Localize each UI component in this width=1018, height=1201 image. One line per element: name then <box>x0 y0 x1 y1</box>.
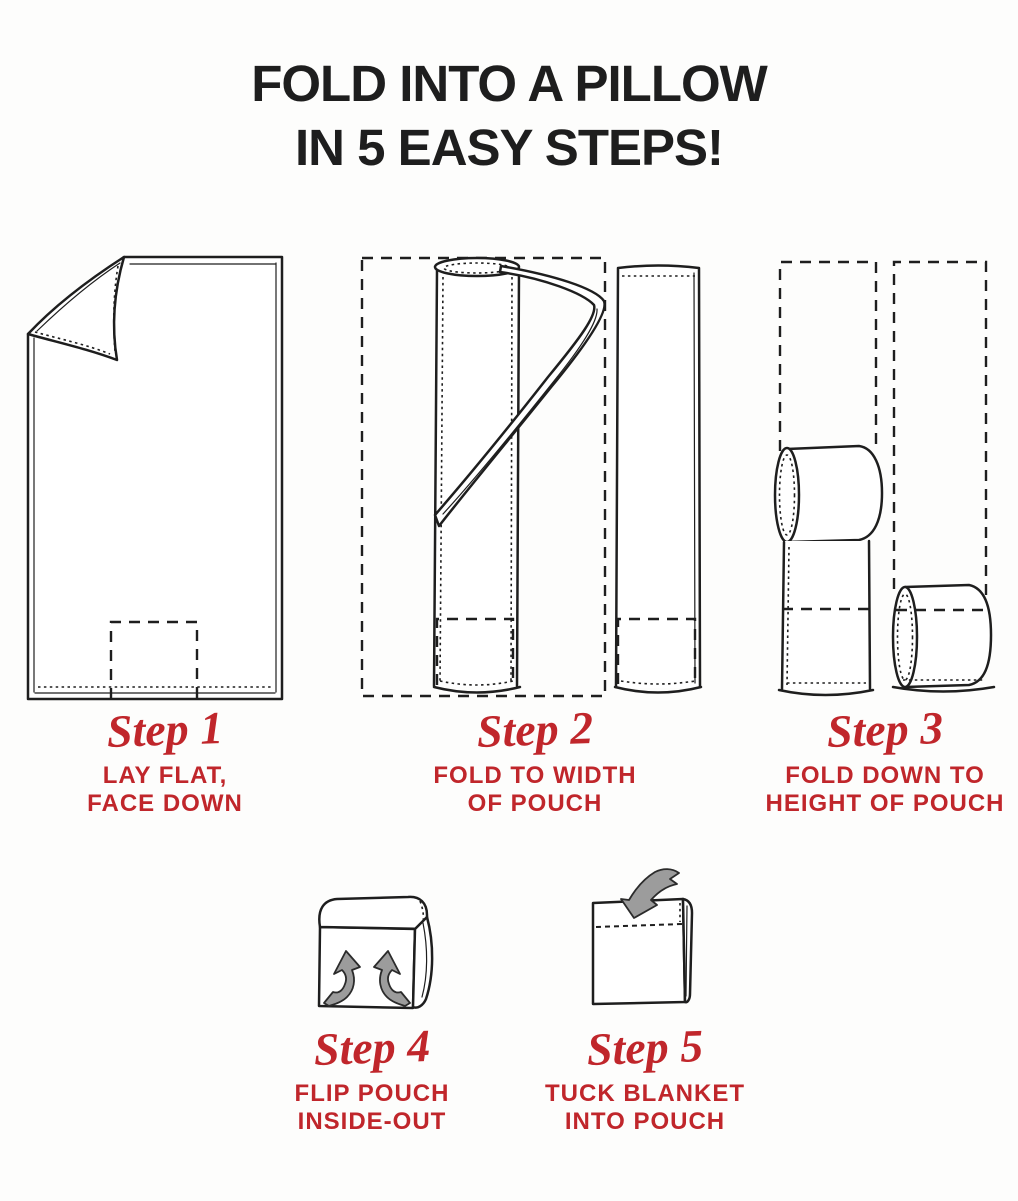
tuck-blanket-arrow-icon <box>560 866 715 1016</box>
step5-caption-line1: TUCK BLANKET <box>545 1080 745 1107</box>
step1-caption-line2: FACE DOWN <box>87 790 243 817</box>
title-line-2: IN 5 EASY STEPS! <box>294 119 724 176</box>
step2-caption-line2: OF POUCH <box>467 790 603 817</box>
step3-caption-line2: HEIGHT OF POUCH <box>765 790 1005 817</box>
step5-caption-line2: INTO POUCH <box>564 1108 726 1135</box>
blanket-flat-face-down-icon <box>18 250 288 702</box>
step2-caption-line1: FOLD TO WIDTH <box>433 762 637 789</box>
step3-label: Step 3 <box>825 701 944 758</box>
blanket-folded-to-width-icon <box>355 253 710 700</box>
page-title <box>0 52 1018 180</box>
step2-label: Step 2 <box>475 701 594 758</box>
pouch-flip-arrows-icon <box>310 893 448 1018</box>
step1-caption-line1: LAY FLAT, <box>102 762 228 789</box>
blanket-rolled-down-icon <box>763 253 1013 700</box>
step1-caption <box>30 701 300 818</box>
step3-caption <box>752 701 1018 818</box>
step4-caption-line2: INSIDE-OUT <box>297 1108 447 1135</box>
step4-caption-line1: FLIP POUCH <box>294 1080 450 1107</box>
step2-caption <box>400 701 670 818</box>
step4-label: Step 4 <box>312 1019 431 1076</box>
step5-label: Step 5 <box>585 1019 704 1076</box>
title-line-1: FOLD INTO A PILLOW <box>251 55 767 112</box>
step4-caption <box>237 1019 507 1136</box>
step5-caption <box>510 1019 780 1136</box>
step1-label: Step 1 <box>105 701 224 758</box>
step3-caption-line1: FOLD DOWN TO <box>785 762 985 789</box>
